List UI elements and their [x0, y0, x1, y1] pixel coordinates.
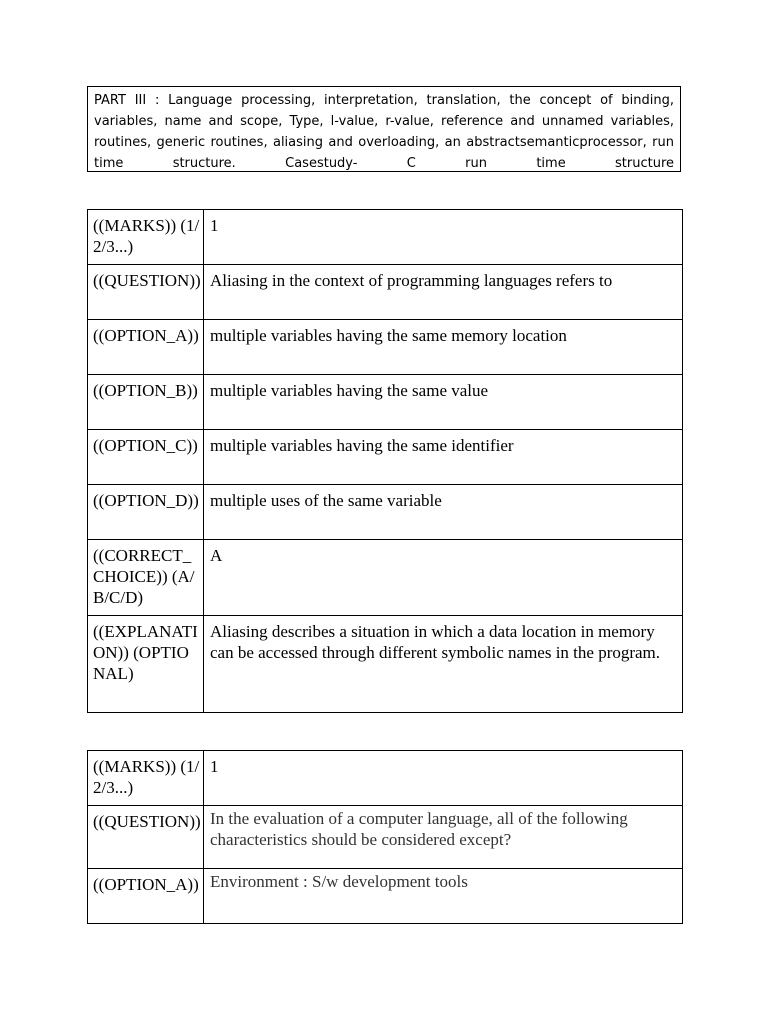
- option-b-label: ((OPTION_B)): [88, 375, 204, 430]
- option-c-text: multiple variables having the same identifier: [204, 430, 683, 485]
- table-row: [88, 430, 683, 485]
- table-row: [88, 806, 683, 869]
- question-label: ((QUESTION)): [88, 265, 204, 320]
- option-a-label: ((OPTION_A)): [88, 869, 204, 924]
- marks-label: ((MARKS)) (1/2/3...): [88, 210, 204, 265]
- table-row: [88, 485, 683, 540]
- marks-value: 1: [204, 210, 683, 265]
- part-description: PART III : Language processing, interpretation, translation, the concept of binding, variables, name and scope, Type, l-value, r-value, reference and unnamed variables, routines, generic routines, aliasing and overloading, an abstractsemanticprocessor, run time structure. Casestudy- C run time structure: [87, 86, 681, 172]
- option-c-label: ((OPTION_C)): [88, 430, 204, 485]
- option-d-label: ((OPTION_D)): [88, 485, 204, 540]
- table-row: [88, 751, 683, 806]
- question-text: In the evaluation of a computer language, all of the following characteristics should be considered except?: [204, 806, 683, 869]
- option-a-text: Environment : S/w development tools: [204, 869, 683, 924]
- table-row: [88, 616, 683, 713]
- correct-choice-value: A: [204, 540, 683, 616]
- option-a-label: ((OPTION_A)): [88, 320, 204, 375]
- table-row: [88, 210, 683, 265]
- table-row: [88, 540, 683, 616]
- explanation-text: Aliasing describes a situation in which a data location in memory can be accessed through different symbolic names in the program.: [204, 616, 683, 713]
- marks-value: 1: [204, 751, 683, 806]
- table-row: [88, 869, 683, 924]
- correct-choice-label: ((CORRECT_CHOICE)) (A/B/C/D): [88, 540, 204, 616]
- table-row: [88, 375, 683, 430]
- question-table-2: [87, 750, 683, 924]
- question-table-1: [87, 209, 683, 713]
- question-label: ((QUESTION)): [88, 806, 204, 869]
- marks-label: ((MARKS)) (1/2/3...): [88, 751, 204, 806]
- option-a-text: multiple variables having the same memory location: [204, 320, 683, 375]
- table-row: [88, 320, 683, 375]
- table-row: [88, 265, 683, 320]
- explanation-label: ((EXPLANATION)) (OPTIONAL): [88, 616, 204, 713]
- question-text: Aliasing in the context of programming languages refers to: [204, 265, 683, 320]
- option-d-text: multiple uses of the same variable: [204, 485, 683, 540]
- option-b-text: multiple variables having the same value: [204, 375, 683, 430]
